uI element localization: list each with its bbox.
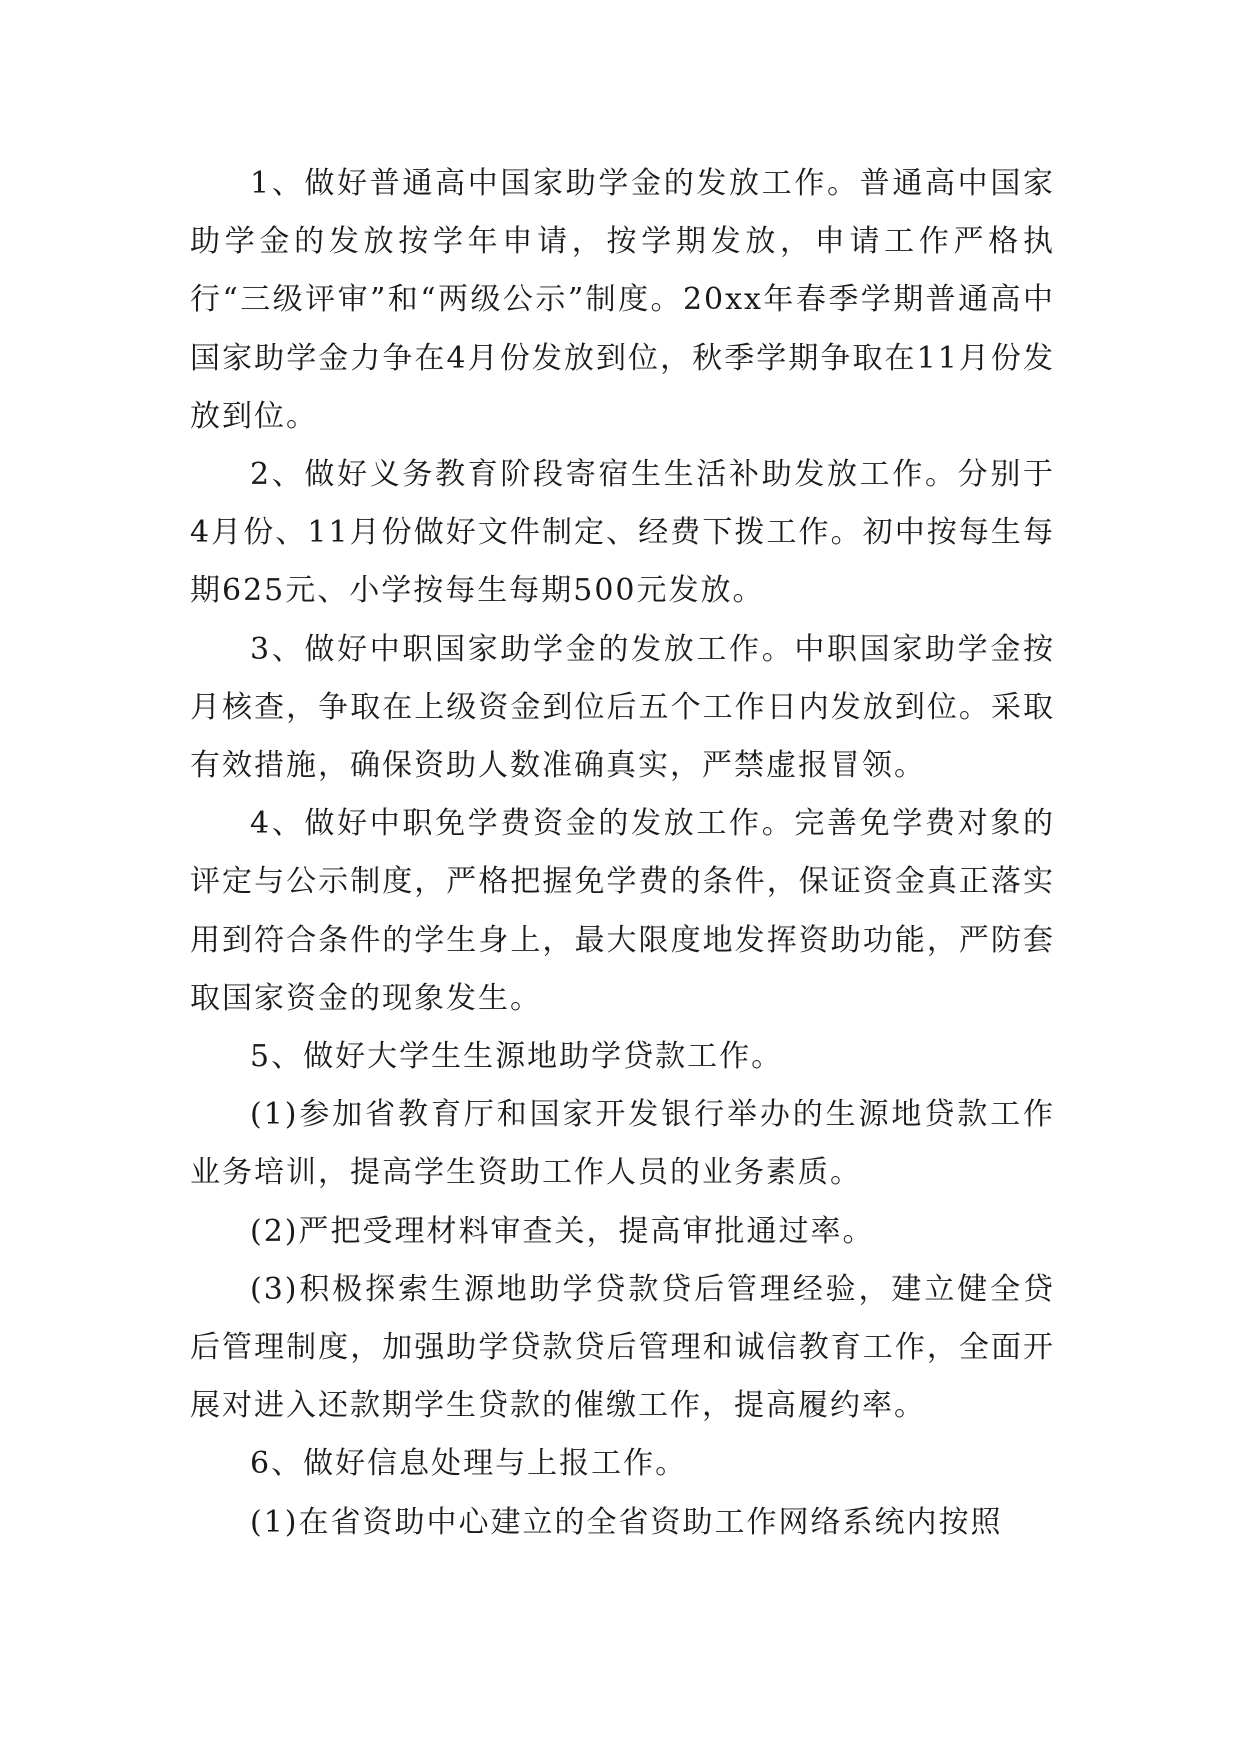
- document-page: [190, 155, 1055, 1552]
- paragraph-6-1: (1)在省资助中心建立的全省资助工作网络系统内按照: [250, 1504, 1003, 1540]
- paragraph-5-2: (2)严把受理材料审查关，提高审批通过率。: [250, 1213, 875, 1249]
- paragraph-1: 1、做好普通高中国家助学金的发放工作。普通高中国家助学金的发放按学年申请，按学期发放，申请工作严格执行“三级评审”和“两级公示”制度。20xx年春季学期普通高中国家助学金力争在4月份发放到位，秋季学期争取在11月份发放到位。: [190, 166, 1055, 434]
- paragraph-6: 6、做好信息处理与上报工作。: [250, 1446, 688, 1482]
- paragraph-3: 3、做好中职国家助学金的发放工作。中职国家助学金按月核查，争取在上级资金到位后五个工作日内发放到位。采取有效措施，确保资助人数准确真实，严禁虚报冒领。: [190, 631, 1055, 784]
- paragraph-5-1: (1)参加省教育厅和国家开发银行举办的生源地贷款工作业务培训，提高学生资助工作人员的业务素质。: [190, 1097, 1055, 1191]
- paragraph-2: 2、做好义务教育阶段寄宿生生活补助发放工作。分别于4月份、11月份做好文件制定、经费下拨工作。初中按每生每期625元、小学按每生每期500元发放。: [190, 457, 1055, 609]
- paragraph-5: 5、做好大学生生源地助学贷款工作。: [250, 1039, 784, 1075]
- paragraph-4: 4、做好中职免学费资金的发放工作。完善免学费对象的评定与公示制度，严格把握免学费的条件，保证资金真正落实用到符合条件的学生身上，最大限度地发挥资助功能，严防套取国家资金的现象发生。: [190, 806, 1055, 1016]
- paragraph-5-3: (3)积极探索生源地助学贷款贷后管理经验，建立健全贷后管理制度，加强助学贷款贷后管理和诚信教育工作，全面开展对进入还款期学生贷款的催缴工作，提高履约率。: [190, 1271, 1055, 1424]
